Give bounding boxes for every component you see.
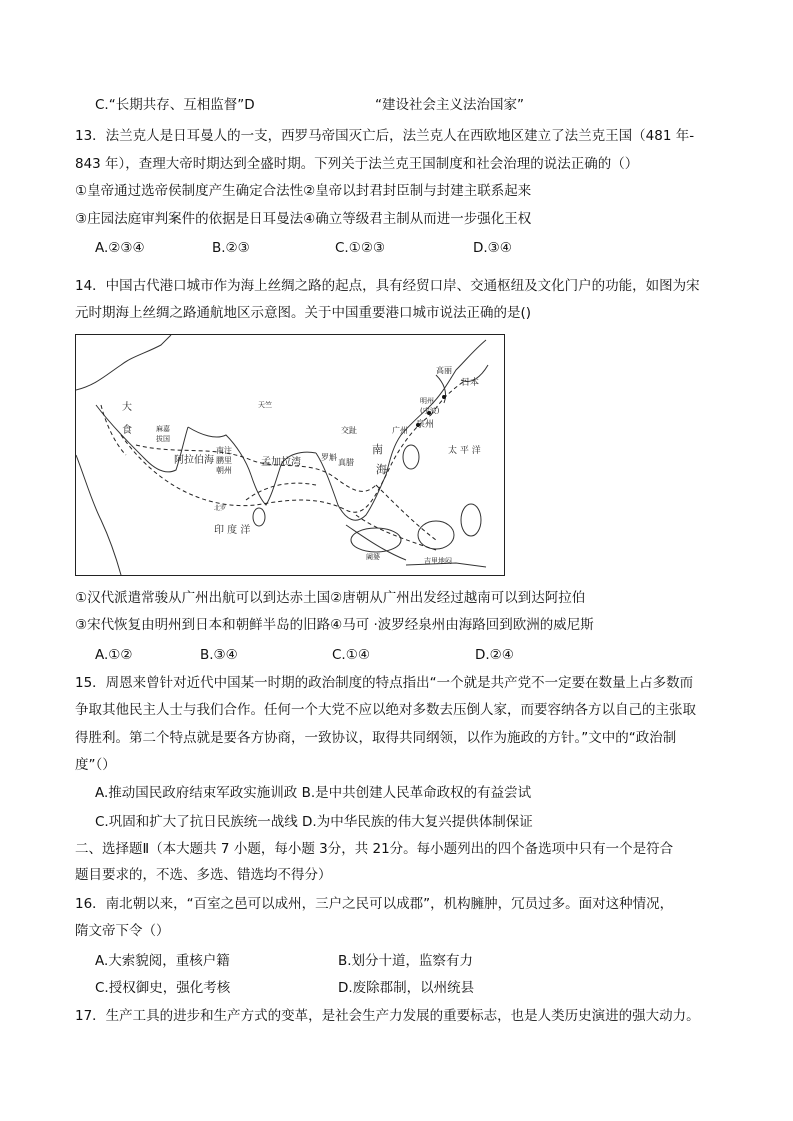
q15-options-ab: A.推动国民政府结束军政实施训政 B.是中共创建人民革命政权的有益尝试 (95, 785, 532, 801)
q16-option-b: B.划分十道，监察有力 (338, 953, 474, 969)
q12-option-d: “建设社会主义法治国家” (375, 97, 524, 113)
map-label-nanhai: 南 (372, 443, 383, 456)
q15-stem-line3: 得胜利。第二个特点就是要各方协商，一致协议，取得共同纲领，以作为施政的方针。”文中的“政治制 (75, 730, 677, 746)
q14-option-d: D.②④ (475, 647, 514, 663)
q14-item-line1: ①汉代派遣常骏从广州出航可以到达赤土国②唐朝从广州出发经过越南可以到达阿拉伯 (75, 590, 586, 606)
section2-header-line1: 二、选择题Ⅱ（本大题共 7 小题，每小题 3分，共 21分。每小题列出的四个备选项中只有一个是符合 (75, 841, 674, 857)
q15-stem-line1: 15．周恩来曾针对近代中国某一时期的政治制度的特点指出“一个就是共产党不一定要在数量上占多数而 (75, 675, 694, 691)
map-label-nanzhu-3: 朝州 (216, 466, 232, 475)
q14-stem-line1: 14．中国古代港口城市作为海上丝绸之路的起点，具有经贸口岸、交通枢纽及文化门户的功能，如图为宋 (75, 278, 700, 294)
q13-item-line1: ①皇帝通过选帝侯制度产生确定合法性②皇帝以封君封臣制与封建主联系起来 (75, 183, 532, 199)
map-label-dashi: 大 (122, 402, 132, 413)
map-label-nanzhu-2: 鹏里 (216, 456, 232, 465)
q14-option-b: B.③④ (200, 647, 238, 663)
q13-option-a: A.②③④ (95, 240, 145, 256)
q17-stem-line1: 17．生产工具的进步和生产方式的变革，是社会生产力发展的重要标志，也是人类历史演进的强大动力。 (75, 1008, 700, 1024)
map-label-tianzhu: 天竺 (258, 401, 272, 409)
map-label-nanzhu: 南注 (216, 446, 232, 455)
map-label-maxi-2: 拔国 (156, 435, 170, 443)
q16-option-d: D.废除郡制，以州统县 (338, 980, 475, 996)
q14-stem-line2: 元时期海上丝绸之路通航地区示意图。关于中国重要港口城市说法正确的是() (75, 305, 532, 321)
map-label-guangzhou: 广州 (392, 426, 408, 435)
section2-header-line2: 题目要求的，不选、多选、错选均不得分） (75, 867, 332, 883)
q13-option-d: D.③④ (473, 240, 512, 256)
q13-option-b: B.②③ (212, 240, 250, 256)
map-label-beiluo: 北罗 (214, 505, 227, 512)
map-label-taiping: 太 平 洋 (448, 446, 481, 456)
map-label-mengjia: 孟加拉湾 (261, 457, 301, 468)
q14-option-a: A.①② (95, 647, 133, 663)
q12-option-c: C.“长期共存、互相监督”D (95, 97, 255, 113)
map-label-quanzhou: 泉州 (416, 420, 435, 430)
map-label-dashi-2: 食 (122, 425, 132, 436)
q13-option-c: C.①②③ (335, 240, 386, 256)
map-label-nanhai-2: 海 (376, 463, 387, 476)
map-label-maxi: 麻嘉 (156, 425, 170, 433)
maritime-silk-road-map (75, 334, 505, 576)
map-label-mingzhou-2: (宁波) (420, 407, 440, 415)
q15-stem-line2: 争取其他民主人士与我们合作。任何一个大党不应以绝对多数去压倒人家，而要容纳各方以自己的主张取 (75, 702, 696, 718)
map-label-jiaozhi: 交趾 (341, 426, 357, 435)
map-label-yindu: 印 度 洋 (214, 525, 251, 536)
q13-item-line2: ③庄园法庭审判案件的依据是日耳曼法④确立等级君主制从而进一步强化王权 (75, 211, 532, 227)
map-label-luoxie: 罗斛 (321, 453, 337, 462)
q14-item-line2: ③宋代恢复由明州到日本和朝鲜半岛的旧路④马可 ·波罗经泉州由海路回到欧洲的威尼斯 (75, 617, 594, 633)
q16-stem-line2: 隋文帝下令（） (75, 923, 170, 939)
map-label-mingzhou: 明州 (420, 397, 434, 405)
q13-stem-line1: 13．法兰克人是日耳曼人的一支，西罗马帝国灭亡后，法兰克人在西欧地区建立了法兰克王国（481 年- (75, 128, 695, 144)
map-label-jilidiming: 吉里地闷 (424, 557, 452, 565)
q16-option-a: A.大索貌阅，重核户籍 (95, 953, 230, 969)
q16-stem-line1: 16．南北朝以来，“百室之邑可以成州，三户之民可以成郡”，机构臃肿，冗员过多。面对这种情况， (75, 896, 674, 912)
q16-option-c: C.授权御史，强化考核 (95, 980, 231, 996)
map-label-shepo: 阇婆 (366, 553, 380, 561)
q15-options-cd: C.巩固和扩大了抗日民族统一战线 D.为中华民族的伟大复兴提供体制保证 (95, 814, 533, 830)
map-label-riben: 日本 (461, 378, 480, 388)
map-labels-layer (76, 335, 504, 575)
map-label-alabo: 阿拉伯海 (174, 455, 214, 466)
q14-option-c: C.①④ (332, 647, 370, 663)
q15-stem-line4: 度”（） (75, 757, 116, 773)
map-label-zhenla: 真腊 (338, 458, 354, 467)
q13-stem-line2: 843 年），查理大帝时期达到全盛时期。下列关于法兰克王国制度和社会治理的说法正确的（） (75, 156, 639, 172)
map-label-gaoli: 高丽 (436, 366, 452, 375)
